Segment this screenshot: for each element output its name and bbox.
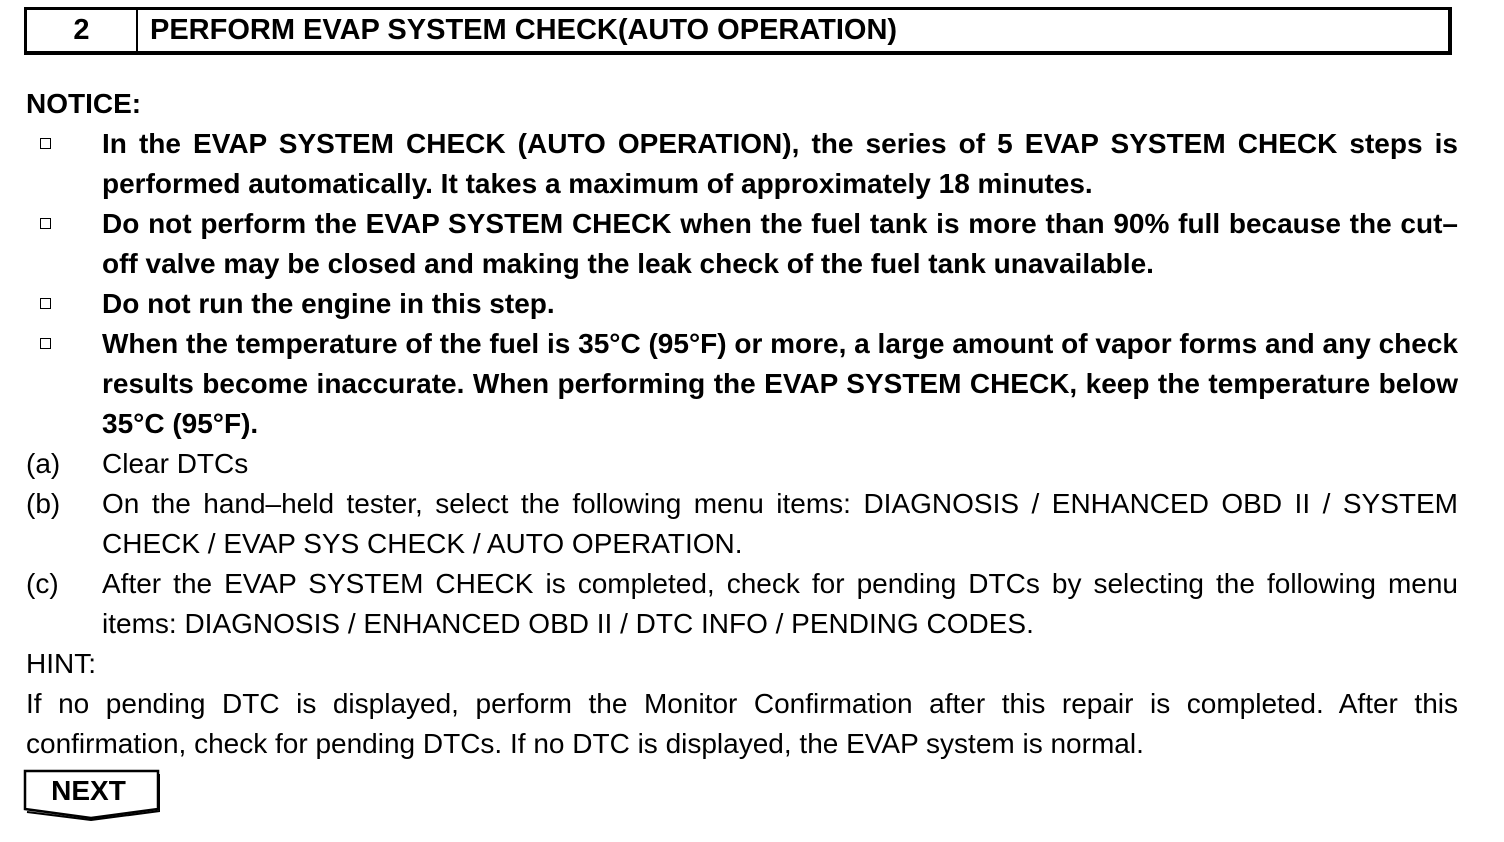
step-text: On the hand–held tester, select the following menu items: DIAGNOSIS / ENHANCED OBD II / SYSTEM CHECK / EVAP SYS CHECK / AUTO OPERATION. — [102, 488, 1458, 559]
next-button[interactable] — [23, 769, 160, 821]
step-title: PERFORM EVAP SYSTEM CHECK(AUTO OPERATION) — [150, 14, 898, 46]
hint-text: If no pending DTC is displayed, perform the Monitor Confirmation after this repair is completed. After this confirmation, check for pending DTCs. If no DTC is displayed, the EVAP system is normal. — [26, 688, 1458, 759]
step-text: Clear DTCs — [102, 448, 249, 479]
notice-item — [26, 324, 1458, 444]
next-button-label: NEXT — [51, 775, 126, 806]
step-text: After the EVAP SYSTEM CHECK is completed, check for pending DTCs by selecting the following menu items: DIAGNOSIS / ENHANCED OBD II / DTC INFO / PENDING CODES. — [102, 568, 1458, 639]
bullet-square-icon — [26, 204, 102, 284]
notice-item — [26, 284, 1458, 324]
bullet-square-icon — [26, 284, 102, 324]
notice-item — [26, 124, 1458, 204]
step-marker: (a) — [26, 448, 61, 479]
step-item-a — [26, 444, 1458, 484]
step-header — [24, 7, 1452, 55]
procedure-body — [26, 84, 1458, 764]
step-item-b — [26, 484, 1458, 564]
hint-label: HINT: — [26, 648, 96, 679]
step-marker: (b) — [26, 488, 61, 519]
step-item-c — [26, 564, 1458, 644]
notice-item-text: Do not run the engine in this step. — [102, 288, 555, 319]
notice-item-text: Do not perform the EVAP SYSTEM CHECK when the fuel tank is more than 90% full because the cut–off valve may be closed and making the leak check of the fuel tank unavailable. — [102, 208, 1458, 279]
notice-item-text: When the temperature of the fuel is 35°C (95°F) or more, a large amount of vapor forms and any check results become inaccurate. When performing the EVAP SYSTEM CHECK, keep the temperature below 35°C (95°F). — [102, 328, 1458, 439]
bullet-square-icon — [26, 324, 102, 444]
step-number: 2 — [27, 10, 138, 51]
notice-label: NOTICE: — [26, 88, 142, 119]
notice-item-text: In the EVAP SYSTEM CHECK (AUTO OPERATION), the series of 5 EVAP SYSTEM CHECK steps is performed automatically. It takes a maximum of approximately 18 minutes. — [102, 128, 1458, 199]
bullet-square-icon — [26, 124, 102, 204]
step-marker: (c) — [26, 568, 59, 599]
notice-item — [26, 204, 1458, 284]
